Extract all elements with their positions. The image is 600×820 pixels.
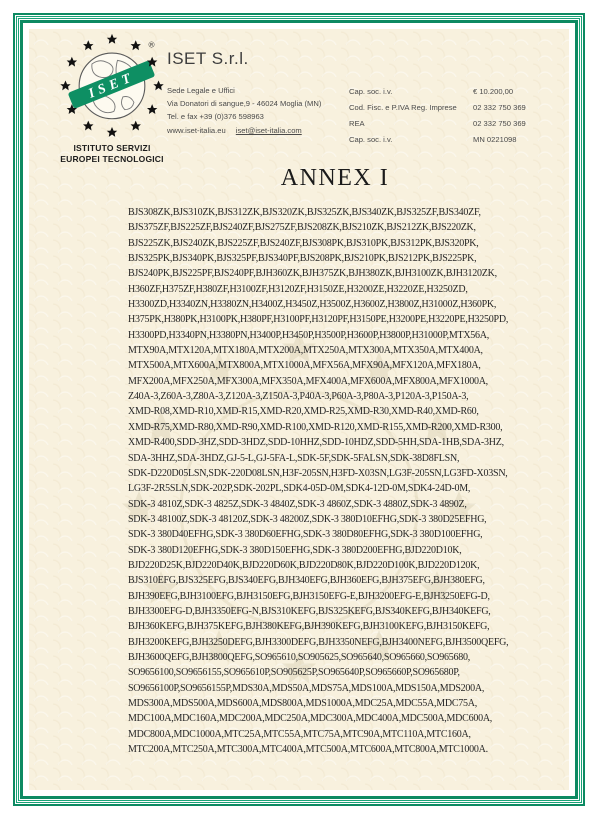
code-line: MDC800A,MDC1000A,MTC25A,MTC55A,MTC75A,MTC90A,MTC110A,MTC160A, (128, 728, 471, 740)
code-line: BJS240PK,BJS225PF,BJS240PF,BJH360ZK,BJH375ZK,BJH380ZK,BJH3100ZK,BJH3120ZK, (128, 268, 497, 280)
company-logo-block (43, 33, 181, 164)
code-line: BJD220D25K,BJD220D40K,BJD220D60K,BJD220D80K,BJD220D100K,BJD220D120K, (128, 559, 480, 571)
code-line: MDS300A,MDS500A,MDS600A,MDS800A,MDS1000A,MDC25A,MDC55A,MDC75A, (128, 698, 477, 709)
organization-name (43, 143, 181, 164)
website-link[interactable]: www.iset-italia.eu (167, 125, 226, 135)
code-line: LG3F-2R5SLN,SDK-202P,SDK-202PL,SDK4-05D-0M,SDK4-12D-0M,SDK4-24D-0M, (128, 483, 471, 495)
registry-row (349, 84, 569, 100)
code-line: BJH390EFG,BJH3100EFG,BJH3150EFG,BJH3150EFG-E,BJH3200EFG-E,BJH3250EFG-D, (128, 590, 490, 602)
code-line: H375PK,H380PK,H3100PK,H380PF,H3100PF,H3120PF,H3150PE,H3200PE,H3220PE,H3250PD, (128, 314, 509, 326)
code-line: H360ZF,H375ZF,H380ZF,H3100ZF,H3120ZF,H3150ZE,H3200ZE,H3220ZE,H3250ZD, (128, 283, 468, 295)
code-line: BJH3600QEFG,BJH3800QEFG,SO965610,SO905625,SO965640,SO965660,SO965680, (128, 651, 470, 663)
code-line: BJH360KEFG,BJH375KEFG,BJH380KEFG,BJH390KEFG,BJH3100KEFG,BJH3150KEFG, (128, 621, 490, 633)
page-border-line-3 (18, 18, 580, 801)
code-line: BJS308ZK,BJS310ZK,BJS312ZK,BJS320ZK,BJS325ZK,BJS340ZK,BJS325ZF,BJS340ZF, (128, 207, 481, 218)
registry-label: Cap. soc. i.v. (349, 135, 393, 144)
code-line: BJS310EFG,BJS325EFG,BJS340EFG,BJH340EFG,BJH360EFG,BJH375EFG,BJH380EFG, (128, 575, 485, 587)
code-line: MTX90A,MTX120A,MTX180A,MTX200A,MTX250A,MTX300A,MTX350A,MTX400A, (128, 345, 483, 357)
registry-value: € 10.200,00 (473, 87, 514, 96)
company-name: ISET S.r.l. (167, 49, 249, 68)
company-registry-block (349, 84, 569, 148)
organization-name-line2: EUROPEI TECNOLOGICI (60, 153, 164, 164)
page-border-line-2 (16, 16, 582, 803)
code-line: SO9656100P,SO9656155P,MDS30A,MDS50A,MDS75A,MDS100A,MDS150A,MDS200A, (128, 682, 485, 694)
code-line: MFX200A,MFX250A,MFX300A,MFX350A,MFX400A,MFX600A,MFX800A,MFX1000A, (128, 375, 488, 387)
iset-globe-logo-icon (57, 33, 167, 137)
code-line: SDK-3 380D120EFHG,SDK-3 380D150EFHG,SDK-3 380D200EFHG,BJD220D10K, (128, 544, 462, 556)
code-line: XMD-R400,SDD-3HZ,SDD-3HDZ,SDD-10HHZ,SDD-10HDZ,SDD-5HH,SDA-1HB,SDA-3HZ, (128, 437, 504, 449)
code-line: BJH3200KEFG,BJH3250DEFG,BJH3300DEFG,BJH3350NEFG,BJH3400NEFG,BJH3500QEFG, (128, 636, 509, 648)
address-line: Sede Legale e Uffici (167, 86, 235, 95)
registry-label: REA (349, 119, 365, 128)
code-line: SDK-3 4810Z,SDK-3 4825Z,SDK-3 4840Z,SDK-3 4860Z,SDK-3 4880Z,SDK-3 4890Z, (128, 498, 467, 510)
address-line: Tel. e fax +39 (0)376 598963 (167, 112, 264, 122)
registered-mark: ® (148, 40, 155, 50)
page-border-line-4 (20, 20, 578, 799)
code-line: BJS225ZK,BJS240ZK,BJS225ZF,BJS240ZF,BJS308PK,BJS310PK,BJS312PK,BJS320PK, (128, 237, 479, 249)
registry-row (349, 100, 569, 116)
registry-row (349, 116, 569, 132)
code-line: SDA-3HHZ,SDA-3HDZ,GJ-5-L,GJ-5FA-L,SDK-5F,SDK-5FALSN,SDK-38D8FLSN, (128, 452, 460, 464)
organization-name-line1: ISTITUTO SERVIZI (73, 143, 151, 153)
page-content (29, 29, 569, 790)
email-link[interactable]: iset@iset-italia.com (235, 125, 302, 135)
registry-value: MN 0221098 (473, 135, 517, 144)
code-line: MTC200A,MTC250A,MTC300A,MTC400A,MTC500A,MTC600A,MTC800A,MTC1000A. (128, 744, 488, 756)
code-line: BJS375ZF,BJS225ZF,BJS240ZF,BJS275ZF,BJS208ZK,BJS210ZK,BJS212ZK,BJS220ZK, (128, 222, 476, 234)
code-line: H3300PD,H3340PN,H3380PN,H3400P,H3450P,H3500P,H3600P,H3800P,H31000P,MTX56A, (128, 329, 490, 341)
page-title: ANNEX I (280, 165, 390, 191)
code-line: XMD-R75,XMD-R80,XMD-R90,XMD-R100,XMD-R120,XMD-R155,XMD-R200,XMD-R300, (128, 421, 503, 433)
registry-row (349, 132, 569, 148)
registry-value: 02 332 750 369 (473, 103, 526, 112)
code-line: Z40A-3,Z60A-3,Z80A-3,Z120A-3,Z150A-3,P40A-3,P60A-3,P80A-3,P120A-3,P150A-3, (128, 391, 469, 403)
registry-label: Cap. soc. i.v. (349, 87, 393, 96)
code-line: BJS325PK,BJS340PK,BJS325PF,BJS340PF,BJS208PK,BJS210PK,BJS212PK,BJS225PK, (128, 253, 477, 265)
svg-text:ISET: ISET (86, 68, 137, 101)
address-block (167, 84, 321, 137)
code-line: SDK-3 48100Z,SDK-3 48120Z,SDK-3 48200Z,SDK-3 380D10EFHG,SDK-3 380D25EFHG, (128, 513, 487, 525)
registry-label: Cod. Fisc. e P.IVA Reg. Imprese (349, 103, 457, 112)
code-line: MDC100A,MDC160A,MDC200A,MDC250A,MDC300A,MDC400A,MDC500A,MDC600A, (128, 713, 493, 725)
code-line: H3300ZD,H3340ZN,H3380ZN,H3400Z,H3450Z,H3500Z,H3600Z,H3800Z,H31000Z,H360PK, (128, 299, 497, 311)
code-line: SO9656100,SO9656155,SO965610P,SO905625P,SO965640P,SO965660P,SO965680P, (128, 667, 460, 679)
code-line: BJH3300EFG-D,BJH3350EFG-N,BJS310KEFG,BJS325KEFG,BJS340KEFG,BJH340KEFG, (128, 605, 491, 617)
page-border-frame (13, 13, 585, 806)
product-code-list (128, 205, 542, 757)
registry-value: 02 332 750 369 (473, 119, 526, 128)
address-line: Via Donatori di sangue,9 - 46024 Moglia (MN) (167, 99, 322, 109)
code-line: XMD-R08,XMD-R10,XMD-R15,XMD-R20,XMD-R25,XMD-R30,XMD-R40,XMD-R60, (128, 406, 479, 418)
contact-links-row (167, 124, 321, 137)
code-line: SDK-D220D05LSN,SDK-220D08LSN,H3F-205SN,H3FD-X03SN,LG3F-205SN,LG3FD-X03SN, (128, 467, 508, 479)
code-line: SDK-3 380D40EFHG,SDK-3 380D60EFHG,SDK-3 380D80EFHG,SDK-3 380D100EFHG, (128, 529, 483, 541)
code-line: MTX500A,MTX600A,MTX800A,MTX1000A,MFX56A,MFX90A,MFX120A,MFX180A, (128, 360, 481, 372)
